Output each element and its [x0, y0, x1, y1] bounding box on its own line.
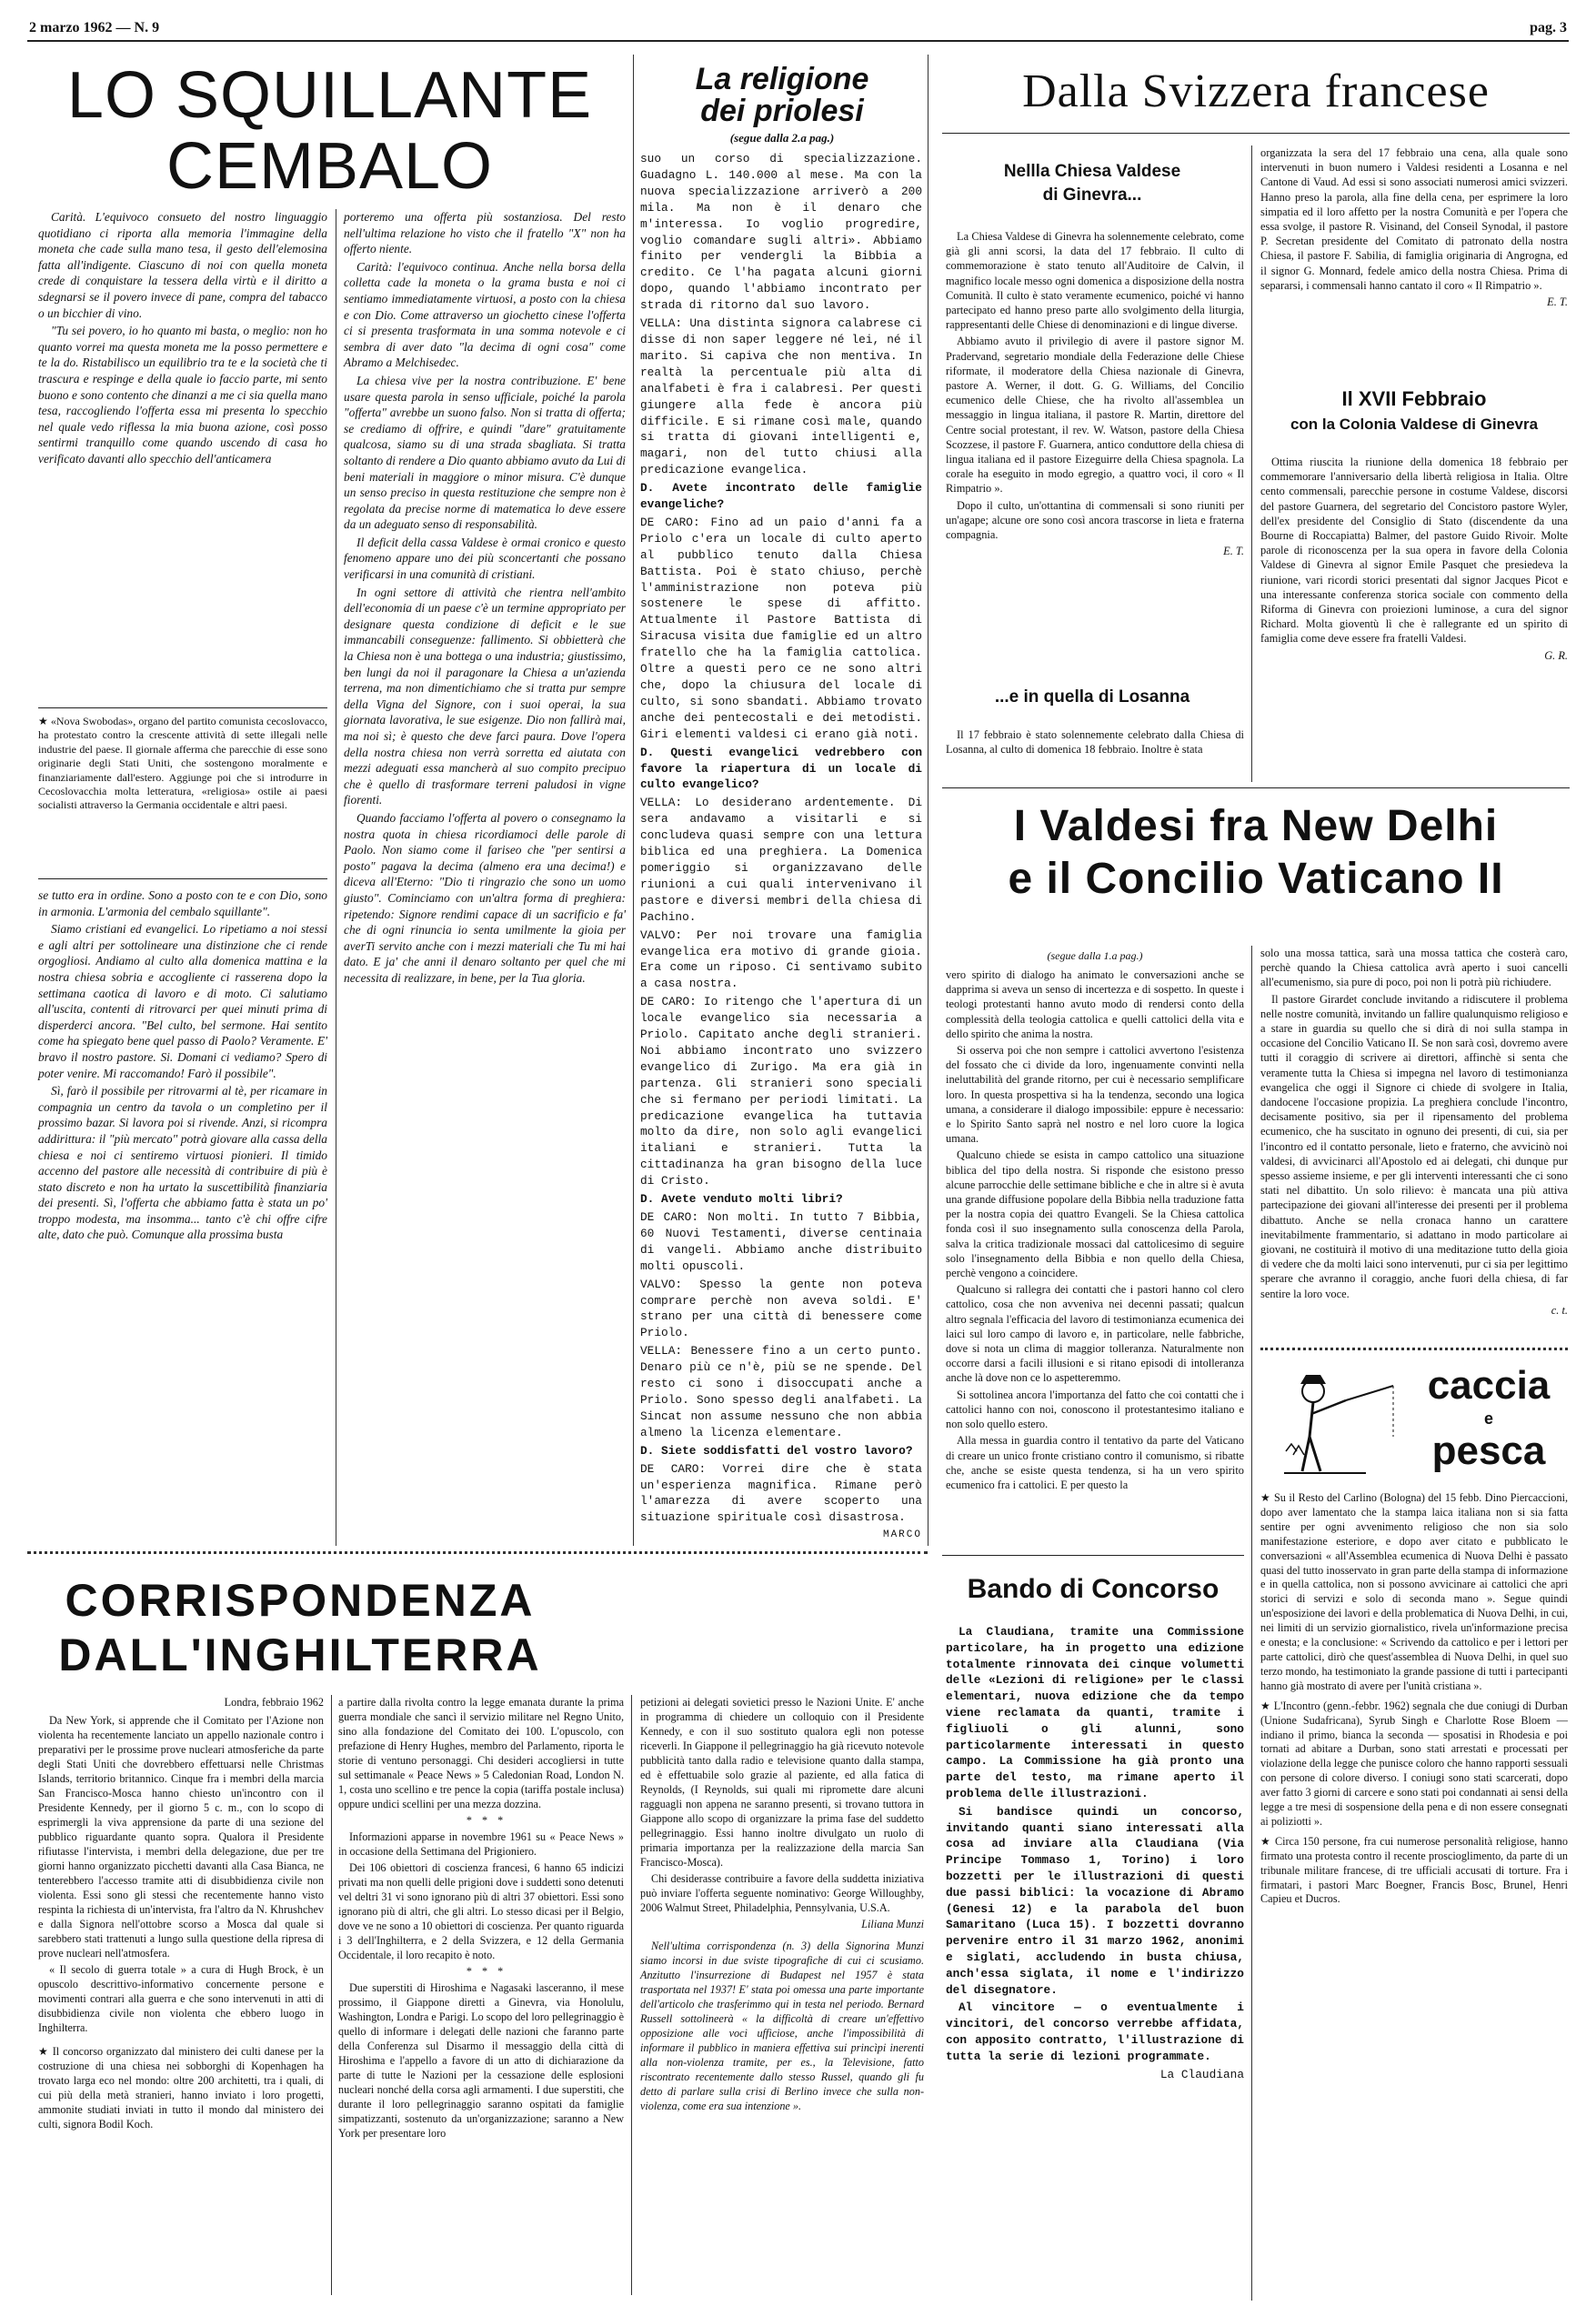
- delhi-col2: [1260, 946, 1568, 1319]
- inghilterra-signature: Liliana Munzi: [861, 1918, 924, 1930]
- svizzera-sub3: [1260, 386, 1568, 436]
- cembalo-note: ★ «Nova Swobodas», organo del partito comunista cecoslovacco, ha protestato contro la crescente attività di sette illegali nelle industrie del paese. Il giornale afferma che parecchie di esse sono originarie degli Stati Uniti, che sostengono moralmente e finanziariamente dall'estero. Aggiunge poi che si introdurre in Cecoslovacchia molta letteratura, «religiosa» ostile ai paesi socialisti attraverso la Germania occidentale e altri paesi.: [38, 715, 327, 812]
- column-divider: [331, 1695, 332, 2295]
- bando-top-rule: [942, 1555, 1244, 1556]
- caccia-illustration: [1266, 1364, 1402, 1482]
- inghilterra-separator: * * *: [466, 1965, 507, 1978]
- svizzera-paragraph: Il 17 febbraio è stato solennemente celebrato dalla Chiesa di Losanna, al culto di domenica 18 febbraio. Inoltre è stata: [946, 728, 1244, 757]
- priolesi-question: D. Siete soddisfatti del vostro lavoro?: [640, 1443, 913, 1458]
- svizzera-title-rule: [942, 133, 1570, 134]
- bando-body: [946, 1624, 1244, 2084]
- delhi-segue: (segue dalla 1.a pag.): [1047, 949, 1143, 962]
- caccia-body: [1260, 1491, 1568, 1909]
- svizzera-signature: E. T.: [1547, 296, 1568, 309]
- caccia-paragraph: ★ Circa 150 persone, fra cui numerose personalità religiose, hanno firmato una protesta contro il recente proscioglimento, da parte di un tribunale militare francese, di tre ufficiali accusati di torture. Fra i firmatari, i pastori Marc Boegner, Francis Bosc, Brunel, Henri Capieu et Ducros.: [1260, 1834, 1568, 1906]
- bando-title: Bando di Concorso: [967, 1574, 1220, 1604]
- delhi-paragraph: Si sottolinea ancora l'importanza del fatto che coi contatti che i cattolici hanno con noi, conoscono il protestantesimo italiano e non solo quello estero.: [946, 1388, 1244, 1431]
- column-divider: [631, 1695, 632, 2295]
- priolesi-paragraph: VELLA: Lo desiderano ardentemente. Di sera andavamo a visitarli e si concludeva quasi sempre con una lettura biblica ed una preghiera. La Domenica pomeriggio si organizzavano delle riunioni a cui quali intervenivano il pastore e diversi membri della chiesa di Pachino.: [640, 796, 922, 924]
- inghilterra-dateline: Londra, febbraio 1962: [224, 1696, 324, 1709]
- priolesi-paragraph: DE CARO: Fino ad un paio d'anni fa a Priolo c'era un locale di culto aperto al pubblico tenuto dalla Chiesa Battista. Poi è stato chiuso, perchè l'amministrazione non poteva più sostenere le spese di affitto. Attualmente il Pastore Battista di Siracusa visita due famiglie ed un altro fratello che ha la famiglia cattolica. Oltre a questi pero ce ne sono altri che, dopo la chiusura del locale di culto, si sono sbandati. Abbiamo trovato anche dei pentecostali e dei metodisti. Giri elementi valdesi ci erano già noti.: [640, 515, 922, 741]
- delhi-title: [942, 800, 1570, 906]
- caccia-title-mid: e: [1483, 1409, 1493, 1428]
- priolesi-paragraph: suo un corso di specializzazione. Guadagno L. 140.000 al mese. Ma con la nuova specializzazione arriverò a 200 mila. Ma non è il denaro che m'interessa. Io voglio progredire, voglio comandare sugli altri». Abbiamo finito per vendergli la Bibbia a credito. Ce l'ha pagata alcuni giorni dopo, quando l'abbiamo incontrato per strada di ritorno dal suo lavoro.: [640, 152, 922, 313]
- svizzera-sub1: [942, 160, 1242, 207]
- inghilterra-errata: Nell'ultima corrispondenza (n. 3) della Signorina Munzi siamo incorsi in due sviste tipografiche di cui ci scusiamo. Anzitutto l'insurrezione di Budapest nel 1957 è stata trasportata nel 1937! E' stata poi omessa una parte importante dell'articolo che trasferimmo qui in testa nel periodo. Bernard Russell sottolineerà « la difficoltà di creare un'effettivo opposizione alle voci ufficiose, anche l'impossibilità di informare il pubblico in maniera effettiva sui princìpi inerenti alla non-violenza tramite, per es., la Televisione, fatto riscontrato recentemente dallo stesso Russel, quando gli fu detto di parlare sulla crisi di Berlino invece che sulla non-violenza, come era sua intenzione ».: [640, 1940, 924, 2112]
- delhi-signature: c. t.: [1551, 1303, 1568, 1317]
- inghilterra-paragraph: ★ Il concorso organizzato dal ministero dei culti danese per la costruzione di una chiesa nei sobborghi di Kopenhagen ha trovato larga eco nel mondo: oltre 200 architetti, tra i quali, di cui più della metà stranieri, hanno inviato i loro progetti, ammonite studiati inviati in tutto il mondo dal ministero dei culti, signora Bodil Koch.: [38, 2045, 324, 2131]
- svizzera-col1: [946, 229, 1244, 560]
- cembalo-title: [27, 60, 632, 202]
- delhi-paragraph: Si osserva poi che non sempre i cattolici avvertono l'esistenza del fossato che ci divide da loro, ingenuamente convinti nella ineluttabilità del grande ritorno, per cui è necessario semplificare loro. In questa prospettiva si ha la tendenza, secondo una logica umana, a considerare il dialogo impossibile: eppure è necessario: e lo Spirito Santo saprà nel nostro e nel loro cuore la logica umana.: [946, 1044, 1244, 1146]
- priolesi-question: D. Avete incontrato delle famiglie evangeliche?: [640, 481, 922, 512]
- header-rule: [27, 40, 1569, 42]
- svizzera-paragraph: Abbiamo avuto il privilegio di avere il pastore signor M. Pradervand, segretario mondiale della Federazione delle Chiese riformate, il moderatore della Chiesa nazionale di Ginevra, pastore A. Werner, il dott. G. G. Williams, del Concilio ecumenico delle Chiese, che ha rivolto all'assemblea un messaggio in lingua italiana, il pastore R. Martin, direttore del Centre social protestant, il rev. W. Watson, pastore della Chiesa Scozzese, il pastore F. Guarnera, antico conduttore della chiesa di lingua italiana ed il pastore Eizeguirre della Chiesa spagnola. La corale ha eseguito in modo egregio, a quattro voci, il coro « Il Rimpatrio ».: [946, 335, 1244, 496]
- svizzera-paragraph: Dopo il culto, un'ottantina di commensali si sono riuniti per un'agape; alcune ore sono così ancora trascorse in lieta e fraterna compagnia.: [946, 498, 1244, 542]
- svizzera-sub1-line2: di Ginevra...: [1042, 185, 1142, 205]
- priolesi-segue: (segue dalla 2.a pag.): [729, 131, 835, 145]
- svizzera-paragraph: La Chiesa Valdese di Ginevra ha solennemente celebrato, come già gli anni scorsi, la data del 17 febbraio. Il culto di commemorazione è stato tenuto all'Auditoire de Calvin, il magnifico locale messo ogni domenica a disposizione della nostra Comunità. Il culto è stato veramente ecumenico, poiché vi hanno partecipato ed hanno preso parte allo svolgimento della liturgia, rappresentanti delle Chiese di denominazioni e di lingue diverse.: [946, 230, 1244, 332]
- column-divider: [1251, 145, 1252, 782]
- delhi-paragraph: Alla messa in guardia contro il tentativo da parte del Vaticano di creare un unico fronte cristiano contro il comunismo, si ribatte che, anche se esiste questa tendenza, si ha un vero spirito ecumenico fra i cattolici. E per questo la: [946, 1434, 1244, 1491]
- cembalo-col1: [38, 209, 327, 469]
- cembalo-paragraph: La chiesa vive per la nostra contribuzione. E' bene usare questa parola in senso ufficiale, poiché la parola "offerta" avrebbe un suono falso. Non si tratta di offerta; se crediamo di offrire, e quindi "dare" gratuitamente qualcosa, siamo su di una strada sbagliata. Si tratta soltanto di rendere a Dio quanto abbiamo avuto da Lui di beni materiali in maggiore o minor misura. C'è dunque un senso preciso in questa restituzione che sempre non è regolata da precise norme di matematica lo deve essere da un adeguato senso di responsabilità.: [344, 373, 626, 532]
- inghilterra-col3: [640, 1695, 924, 2115]
- inghilterra-title: [27, 1573, 573, 1682]
- inghilterra-paragraph: Chi desiderasse contribuire a favore della suddetta iniziativa può inviare l'offerta seguente nominativo: George Willoughby, 2006 Walmut Street, Philadelphia, Pennsylvania, U.S.A.: [640, 1872, 924, 1914]
- cembalo-note-rule-bottom: [38, 878, 327, 879]
- bando-paragraph: Al vincitore — o eventualmente i vincitori, del concorso verrebbe affidata, con apposito contratto, l'illustrazione di tutta la serie di lezioni programmate.: [946, 2000, 1244, 2063]
- cembalo-paragraph: Carità. L'equivoco consueto del nostro linguaggio quotidiano ci riporta alla memoria l'immagine della moneta che cade sulla mano tesa, il gesto dell'elemosina fatta all'indigente. Ciascuno di noi con quella moneta crede di conquistare la tessera della virtù e il diritto a sdegnarsi se il povero invece di pane, compra del tabacco o un bicchier di vino.: [38, 210, 327, 320]
- svizzera-sub1-line1: Nellla Chiesa Valdese: [1003, 162, 1181, 181]
- cembalo-paragraph: se tutto era in ordine. Sono a posto con te e con Dio, sono in armonia. L'armonia del cembalo squillante".: [38, 888, 327, 918]
- inghilterra-paragraph: Da New York, si apprende che il Comitato per l'Azione non violenta ha recentemente lanciato un appello nazionale contro i preparativi per le prossime prove nucleari atmosferiche da parte degli Stati Uniti che dovrebbero effettuarsi nelle Christmas Islands, territorio britannico. Cinque fra i membri della marcia San Francisco-Mosca hanno chiesto un'incontro con il Presidente Kennedy, per il giorno 5 c. m., con lo scopo di esprimergli la viva apprensione da parte di una sezione del pubblico riguardante quanto sopra. Qualora il Presidente rifiutasse l'intervista, i membri della delegazione, due per tre giorni hanno organizzato picchetti davanti alla Casa Bianca, ne tenterebbero l'accesso tramite atti di disubbidienza civile non violenta. Essi sono gli stessi che recentemente hanno visto respinta la richiesta di un'intervista, fra l'altro da N. Khrushchev e dalla Signora nell'ottobre scorso a Mosca dal quale si sarebbero stati trattenuti a lungo sulla questione della ripresa di prove nucleari nell'atmosfera.: [38, 1714, 324, 1960]
- issue-date: 2 marzo 1962 — N. 9: [29, 20, 160, 35]
- caccia-paragraph: ★ L'Incontro (genn.-febbr. 1962) segnala che due coniugi di Durban (Unione Sudafricana), Syrub Singh e Charlotte Rose Bloem — indiano il primo, bianca la seconda — sposatisi in Rhodesia e poi tornati ad abitare a Durban, sono stati arrestati e processati per violazione della legge che punisce coloro che hanno rapporti sessuali con persone di colore diverso. I coniugi sono stati scarcerati, dopo aver fatto 3 giorni di carcere e sono stati poi condannati ai sensi della legge a tre mesi di sospensione della pena e di non essere consegnati ai poliziotti ».: [1260, 1699, 1568, 1828]
- inghilterra-paragraph: a partire dalla rivolta contro la legge emanata durante la prima guerra mondiale che sancì il servizio militare nel Regno Unito, sino alla fondazione del Comitato dei 100. L'opuscolo, con prefazione di Henry Hughes, membro del Parlamento, riporta le storie di ventuno personaggi. Chi desideri accogliersi in tutte sul settimanale « Peace News » 5 Caledonian Road, London N. 1, costa uno scellino e tre pence la copia (tariffa postale inclusa) oppure undici scellini per una mezza dozzina.: [338, 1696, 624, 1810]
- inghilterra-separator: * * *: [466, 1814, 507, 1827]
- priolesi-paragraph: VELLA: Una distinta signora calabrese ci disse di non saper leggere né lei, né il marito. Si capiva che non mentiva. In realtà la percentuale più alta di analfabeti è fra i calabresi. Per questi giungere alla fede è ancora più difficile. E si rimane così male, quando si tratta di giovani intelligenti e, magari, non del tutto chiusi alla predicazione evangelica.: [640, 316, 922, 477]
- svizzera-sub3-line2: con la Colonia Valdese di Ginevra: [1290, 416, 1539, 433]
- column-divider: [1251, 946, 1252, 2301]
- cembalo-paragraph: Siamo cristiani ed evangelici. Lo ripetiamo a noi stessi e agli altri per sottolineare una distinzione che ci rende orgogliosi. Andiamo al culto alla domenica mattina e la nostra chiesa sobria e accogliente ci rasserena dopo la settimana caotica di lavoro e di moto. Ci salutiamo all'uscita, contenti di ritrovarci per quei minuti prima di disperderci ancora. "Bel culto, bel sermone. Hai sentito come ha spiegato bene quel passo di Paolo? Veramente. E' bravo il nostro pastore. Si. Domani ci vediamo? Spero di poter venire. Mi raccomando! Farò il possibile".: [38, 922, 327, 1080]
- svizzera-bottom-rule: [942, 787, 1570, 788]
- cembalo-note-rule: [38, 707, 327, 708]
- priolesi-paragraph: DE CARO: Non molti. In tutto 7 Bibbia, 60 Nuovi Testamenti, diverse centinaia di vangeli. Abbiamo anche distribuito molti opuscoli.: [640, 1210, 922, 1273]
- page-number: pag. 3: [1530, 20, 1567, 35]
- svizzera-col2: [1260, 145, 1568, 311]
- svizzera-sub2: ...e in quella di Losanna: [994, 687, 1190, 707]
- priolesi-paragraph: VALVO: Per noi trovare una famiglia evangelica era motivo di grande gioia. Era come un riposo. Ci sentivamo subito a casa nostra.: [640, 927, 922, 991]
- svizzera-signature: G. R.: [1544, 648, 1568, 662]
- cembalo-paragraph: Sì, farò il possibile per ritrovarmi al tè, per ricamare in compagnia un centro da tavola o un completino per il prossimo bazar. Si lavora poi si rivende. Anzi, si ricompra addirittura: il "più mercato" potrà giovare alla cassa della chiesa e noi ci sentiremo virtuosi pionieri. Il timido accenno del pastore alle necessità di contribuire di più è stato discreto e non ha urtato la suscettibilità finanziaria dei presenti. Sì, l'offerta che abbiamo fatta è stata un po' troppo modesta, ma insomma... tanto c'è chi offre cifre alte, dato che può. Comunque alla prossima busta: [38, 1084, 327, 1242]
- delhi-paragraph: Il pastore Girardet conclude invitando a ridiscutere il problema nelle nostre comunità, invitando un fallire qualunquismo religioso e a stare in guardia su quello che si dirà di noi sulla stampa in occasione del Concilio Vaticano II. Se non sarà così, dovremo avere tutti il coraggio di scrivere ai direttori, affinchè si senta che veramente tutta la Chiesa si impegna nel lavoro di testimonianza evangelica che oggi il Signore ci chiede di svolgere in Italia, dandocene l'occasione propizia. La preghiera conclude l'incontro, decisamente positivo, sia per il ripensamento del problema ecumenico, che ha suscitato in ognuno dei presenti, di cui, sia per l'incontro ed il contatto personale, lieto e fraterno, che avvicinò noi valdesi, di avvicinarci all'Apostolo ed ai delegati, chi dunque pur spesso assieme insieme, e per gli interventi interessanti che ci sono stati nel dibattito. Un solo rilievo: è mancata una più attiva partecipazione dei giovani all'interesse dei presenti per il problema dibattuto. Anche se nella cronaca hanno un carattere inevitabilmente frammentario, si adattano in modo particolare ai giovani, ne costituirà il motivo di una meditazione tutto della gioia di vedere che da molti laici sono intervenuti, pur ci sia per legittimo sperare che avranno il coraggio, anche fuori della chiesa, di far sentire la loro voce.: [1260, 992, 1568, 1300]
- cembalo-paragraph: Il deficit della cassa Valdese è ormai cronico e questo fenomeno appare uno dei più sconcertanti che possano verificarsi in una comunità di cristiani.: [344, 535, 626, 582]
- delhi-paragraph: Qualcuno si rallegra dei contatti che i pastori hanno col clero cattolico, cosa che non avveniva nei decenni passati; qualcun altro segnala l'efficacia del lavoro di testimonianza ecumenica dei laici sul loro campo di lavoro e, in particolare, nelle fabbriche, dove si nota un clima di maggior tolleranza. Naturalmente non occorre darsi a facili illusioni e si ritano episodi di intolleranza anche là dove non ce lo aspetteremmo.: [946, 1283, 1244, 1385]
- cembalo-col2: [344, 209, 626, 988]
- cembalo-col1b: [38, 887, 327, 1245]
- inghilterra-top-rule: [27, 1551, 928, 1554]
- inghilterra-col2: [338, 1695, 624, 2142]
- priolesi-body: [640, 151, 922, 1546]
- bando-paragraph: La Claudiana, tramite una Commissione particolare, ha in progetto una edizione totalmente rinnovata dei cinque volumetti delle «Lezioni di religione» per le classi elementari, nuova edizione che da tempo viene reclamata da quanti, tramite i figliuoli o gli alunni, sono particolarmente interessati in questo campo. La Commissione ha già pronto una parte del testo, ma rimane aperto il problema delle illustrazioni.: [946, 1625, 1244, 1800]
- inghilterra-paragraph: petizioni ai delegati sovietici presso le Nazioni Unite. E' anche in programma di chiedere un colloquio con il Presidente Kennedy, e con il suo sostituto qualora egli non potesse riceverli. In Giappone il pellegrinaggio ha già ricevuto notevole pubblicità tanto dalla radio e televisione quanto dalla stampa, ed è effettuabile solo grazie al paziente, ed alla fatica di Reynolds, (I Reynolds, sui quali mi ripromette dare alcuni ragguagli non appena ne saranno presenti, si trovano tuttora in Giappone allo scopo di organizzare la prima fase del suddetto pellegrinaggio. Essi hanno inoltre divulgato un ruolo di primaria importanza per la realizzazione della marcia San Francisco-Mosca).: [640, 1696, 924, 1869]
- inghilterra-paragraph: « Il secolo di guerra totale » a cura di Hugh Brock, è un opuscolo descrittivo-informativo concernente persone e movimenti contrari alla guerra e che sono intervenuti in atti di disubbidienza civile non violenta che ebbero luogo in Inghilterra.: [38, 1963, 324, 2034]
- inghilterra-paragraph: Informazioni apparse in novembre 1961 su « Peace News » in occasione della Settimana del Prigioniero.: [338, 1830, 624, 1858]
- column-divider: [633, 55, 634, 1546]
- delhi-title-line2: e il Concilio Vaticano II: [1008, 855, 1504, 903]
- delhi-paragraph: vero spirito di dialogo ha animato le conversazioni anche se dapprima si aveva un senso di incertezza e di sospetto. In queste i teologi protestanti hanno avuto modo di rendersi conto della complessità della teologia cattolica e quelli cattolici della vita e dello spirito che anima la nostra.: [946, 968, 1244, 1040]
- svizzera-title: Dalla Svizzera francese: [1022, 65, 1490, 117]
- priolesi-paragraph: VELLA: Benessere fino a un certo punto. Denaro più ce n'è, più se ne spende. Del resto ci sono i disoccupati anche a Priolo. Sono spesso degli analfabeti. La Sincat non assume nessuno che non abbia almeno la licenza elementare.: [640, 1344, 922, 1439]
- priolesi-paragraph: VALVO: Spesso la gente non poteva comprare perchè non aveva soldi. E' strano per una città di benessere come Priolo.: [640, 1277, 922, 1340]
- caccia-title-line2: pesca: [1431, 1429, 1546, 1473]
- cembalo-title-line2: CEMBALO: [166, 130, 494, 203]
- svizzera-signature: E. T.: [1223, 545, 1244, 558]
- inghilterra-paragraph: Dei 106 obiettori di coscienza francesi, 6 hanno 65 indicizi privati ma non quelli delle prigioni dove i suddetti sono detenuti vel deltri 31 vi sono ignorano più di altri 37 obiettori. Essi sono ignorano più di altri, che gli altri. Lo stesso dicasi per il Belgio, dove ve ne sono a 10 obiettori di coscienza. Per quanto riguarda i 3 dell'Inghilterra, e 2 della Svizzera, e 12 della Germania Occidentale, il loro recapito è noto.: [338, 1861, 624, 1961]
- caccia-paragraph: ★ Su il Resto del Carlino (Bologna) del 15 febb. Dino Piercaccioni, dopo aver lamentato che la stampa laica italiana non si sia fatta sentire per ogni avvenimento religioso che non sia solo manifestazione esteriore, e dopo aver citato e pubblicato le conversazioni « all'Assemblea ecumenica di Nuova Delhi è passato quasi del tutto inosservato in gran parte della stampa di informazione e in quella cattolica, non si possono avvicinare ai cattolici che apri storici di servizi e solo di seconda mano ». Segue quindi un'esposizione dei lavori e della problematica di Nuova Delhi, in cui, nei limiti di un servizio giornalistico, rivela un'informazione precisa e onesta; e la conclusione: « Scrivendo da cattolico e per i lettori per parte cattolici, dirò che quest'assemblea di Nuova Delhi, in quel suo terzo mondo, ha testimoniato la grande passione di tutti i partecipanti hanno già mostrato di avere per l'unità cristiana ».: [1260, 1491, 1568, 1692]
- cembalo-paragraph: Quando facciamo l'offerta al povero o consegnamo la nostra quota in chiesa ricordiamoci delle parole di Paolo. Non siamo come il fariseo che "per sentirsi a posto" pagava la decima (almeno era una decima!) e diceva all'Eterno: "Dio ti ringrazio che sono un uomo giusto". Cominciamo con un'altra forma di preghiera: ripetendo: Signore rendimi capace di un sacrificio e fa' che di ogni rinuncia io senta umilmente la gioia per averTi servito anche con i mezzi materiali che Tu mi hai dato. E ja' che anni il denaro soltanto per quel che mi necessita di realizzare, in bene, per la Tua gloria.: [344, 810, 626, 985]
- svizzera-paragraph: Ottima riuscita la riunione della domenica 18 febbraio per commemorare l'anniversario della libertà religiosa in Italia. Oltre cento commensali, parecchie persone in costume Valdese, discorsi del pastore Guarnera, del segretario del Concistoro pastore Wyler, dell'ex presidente del Consiglio di Stato (discendente da una Bourne di Roccapiatta) Balmer, del pastore Guido Rivoir. Molte parole di riconoscenza per la sua opera in favore della Colonia Valdese di Ginevra al signor Emile Pasquet che presiedeva la riunione, vari ricordi storici presentati dal signor Jacques Picot e una interessante conferenza storica sociale con commento della Riforma di Ginevra con proiezioni luminose, a cura del signor Richard. Molta gioventù lì che è rallegrante ed un spirito di famiglia come deve essere fra fratelli Valdesi.: [1260, 456, 1568, 646]
- inghilterra-col1: [38, 1695, 324, 2133]
- cembalo-paragraph: porteremo una offerta più sostanziosa. Del resto nell'ultima relazione ho visto che il fratello "X" non ha offerto niente.: [344, 210, 626, 256]
- priolesi-question: D. Avete venduto molti libri?: [640, 1192, 843, 1207]
- delhi-paragraph: Qualcuno chiede se esista in campo cattolico una situazione biblica del tipo della nostra. Si risponde che esistono presso alcune parrocchie delle settimane bibliche e che in altre si è avuta una grande diffusione popolare della Bibbia nella traduzione fatta per la nostra copia dei quattro Evangeli. Se la Chiesa cattolica fonda così il suo insegnamento sulla conoscenza della Parola, salva la critica tradizionale mossaci dal cattolicesimo di seguire solo l'insegnamento della Bibbia e non quello della Chiesa, perchè vengono a coincidere.: [946, 1148, 1244, 1280]
- svizzera-losanna: [946, 727, 1244, 758]
- inghilterra-title-line2: DALL'INGHILTERRA: [58, 1629, 542, 1680]
- priolesi-question: D. Questi evangelici vedrebbero con favore la riapertura di un locale di culto evangelico?: [640, 745, 922, 792]
- cembalo-paragraph: In ogni settore di attività che rientra nell'ambito dell'economia di un paese c'è un termine appropriato per designare questa condizione di deficit e le sue immancabili conseguenze: fallimento. Si obbietterà che la Chiesa non è una bottega o una industria; giustissimo, ben lungi da noi il paragonare la Chiesa a un'azienda terrena, ma non dimentichiamo che si tratta pur sempre della Vigna del Signore, con i suoi operai, la sua giornata lavorativa, le sue esigenze. Dio non fallirà mai, ma noi sì; è questo che deve farci paura. Dove l'opera della nostra chiesa non verrà sorretta ed aiutata con mezzi adeguati essa mancherà al suo compito precipuo che è quello di trasformare terreni paludosi in vigne fiorenti.: [344, 585, 626, 807]
- svizzera-sub3-line1: Il XVII Febbraio: [1341, 387, 1487, 410]
- cembalo-title-line1: LO SQUILLANTE: [66, 59, 593, 132]
- delhi-col1: [946, 968, 1244, 1494]
- priolesi-title: [637, 64, 928, 145]
- priolesi-title-line1: La religione: [695, 62, 869, 96]
- caccia-title: [1408, 1362, 1570, 1475]
- cembalo-paragraph: Carità: l'equivoco continua. Anche nella borsa della colletta cade la moneta o la grama busta e noi ci sentiamo immediatamente virtuosi, a posto con la chiesa e con Dio. Come attraverso un giochetto cinese l'offerta ci si presenta trasformata in una somma notevole e ci sembra di aver dato "la decima di ogni cosa" come Abramo a Melchisedec.: [344, 259, 626, 370]
- bando-signature: La Claudiana: [1159, 2067, 1244, 2081]
- priolesi-paragraph: DE CARO: Io ritengo che l'apertura di un locale evangelico sia necessaria a Priolo. Capitato anche degli stranieri. Noi abbiamo incontrato uno svizzero evangelico di Zurigo. Ma era già in partenza. Gli stranieri sono speciali che si fermano per periodi limitati. La predicazione evangelica ha tuttavia molto da dire, non solo agli evangelici italiani e stranieri. Tutta la cittadinanza ha gran bisogno della luce di Cristo.: [640, 995, 922, 1188]
- hunter-icon: [1266, 1364, 1402, 1482]
- cembalo-paragraph: "Tu sei povero, io ho quanto mi basta, o meglio: non ho quanto vorrei ma questa moneta me la posso permettere e te la do. Ristabilisco un equilibrio tra te e la società che ti trascura e respinge e della quale io faccio parte, mi sento buono e sono contento che dinanzi a me ci sia quella mano tesa, raccogliendo l'offerta essa mi presenta lo specchio nel quale vedo riflessa la mia buona azione, così posso sentirmi tranquillo come quando uscendo di casa ho verificato davanti allo specchio dell'anticamera: [38, 324, 327, 466]
- delhi-paragraph: solo una mossa tattica, sarà una mossa tattica che costerà caro, perchè quando la Chiesa cattolica avrà aperto i suoi cancelli all'ecumenismo, sia pure di poco, poi non li potrà più richiudere.: [1260, 947, 1568, 989]
- inghilterra-paragraph: Due superstiti di Hiroshima e Nagasaki lasceranno, il mese prossimo, il Giappone diretti a Ginevra, via Honolulu, Washington, Londra e Parigi. Lo scopo del loro pellegrinaggio è quello di informare i delegati delle nazioni che faranno parte della Conferenza sul Disarmo il messaggio della città di Hiroshima e l'appello a favore di un atto di dichiarazione da parte di tutte le Nazioni per la cessazione delle esplosioni nucleari nonché della corsa agli armamenti. I due superstiti, che durante il loro pellegrinaggio saranno ospitati da famiglie simpatizzanti, sostenuto da un'organizzazione; saranno a New York per presentare loro: [338, 1981, 624, 2140]
- inghilterra-title-line1: CORRISPONDENZA: [65, 1575, 536, 1626]
- priolesi-signature: MARCO: [882, 1529, 922, 1541]
- svizzera-col2b: [1260, 455, 1568, 665]
- priolesi-title-line2: dei priolesi: [700, 94, 864, 128]
- bando-paragraph: Si bandisce quindi un concorso, invitando quanti siano interessati alla cosa ad inviare alla Claudiana (Via Principe Tommaso 1, Torino) i loro bozzetti per le illustrazioni di questi due passi biblici: la vocazione di Abramo (Genesi 12) e la parabola del buon Samaritano (Luca 15). I bozzetti dovranno pervenire entro il 31 marzo 1962, anonimi e siglati, accludendo in busta chiusa, anch'essa siglata, il nome e l'indirizzo del disegnatore.: [946, 1804, 1244, 1997]
- svizzera-paragraph: organizzata la sera del 17 febbraio una cena, alla quale sono intervenuti in buon numero i Valdesi residenti a Losanna e nel Cantone di Vaud. Ad essi si sono associati numerosi amici svizzeri. Hanno preso la parola, alla fine della cena, per esprimere la loro simpatia ed il loro affetto per la nostra Comunità e per l'opera che essa svolge, il pastore R. Visinand, del Conseil Synodal, il pastore P. Secretan presidente del Comitato di patronato della nostra Chiesa, il pastore F. Sabilia, di famiglia originaria di Angrogna, ed il signor G. Monnard, fedele amico della nostra Chiesa. Prima di separarsi, i commensali hanno cantato il coro « Il Rimpatrio ».: [1260, 146, 1568, 292]
- delhi-title-line1: I Valdesi fra New Delhi: [1013, 802, 1499, 850]
- priolesi-paragraph: DE CARO: Vorrei dire che è stata un'esperienza magnifica. Rimane però l'amarezza di avere scoperto una situazione spirituale così disastrosa.: [640, 1461, 922, 1525]
- caccia-title-line1: caccia: [1427, 1363, 1551, 1408]
- delhi-bottom-rule: [1260, 1348, 1568, 1350]
